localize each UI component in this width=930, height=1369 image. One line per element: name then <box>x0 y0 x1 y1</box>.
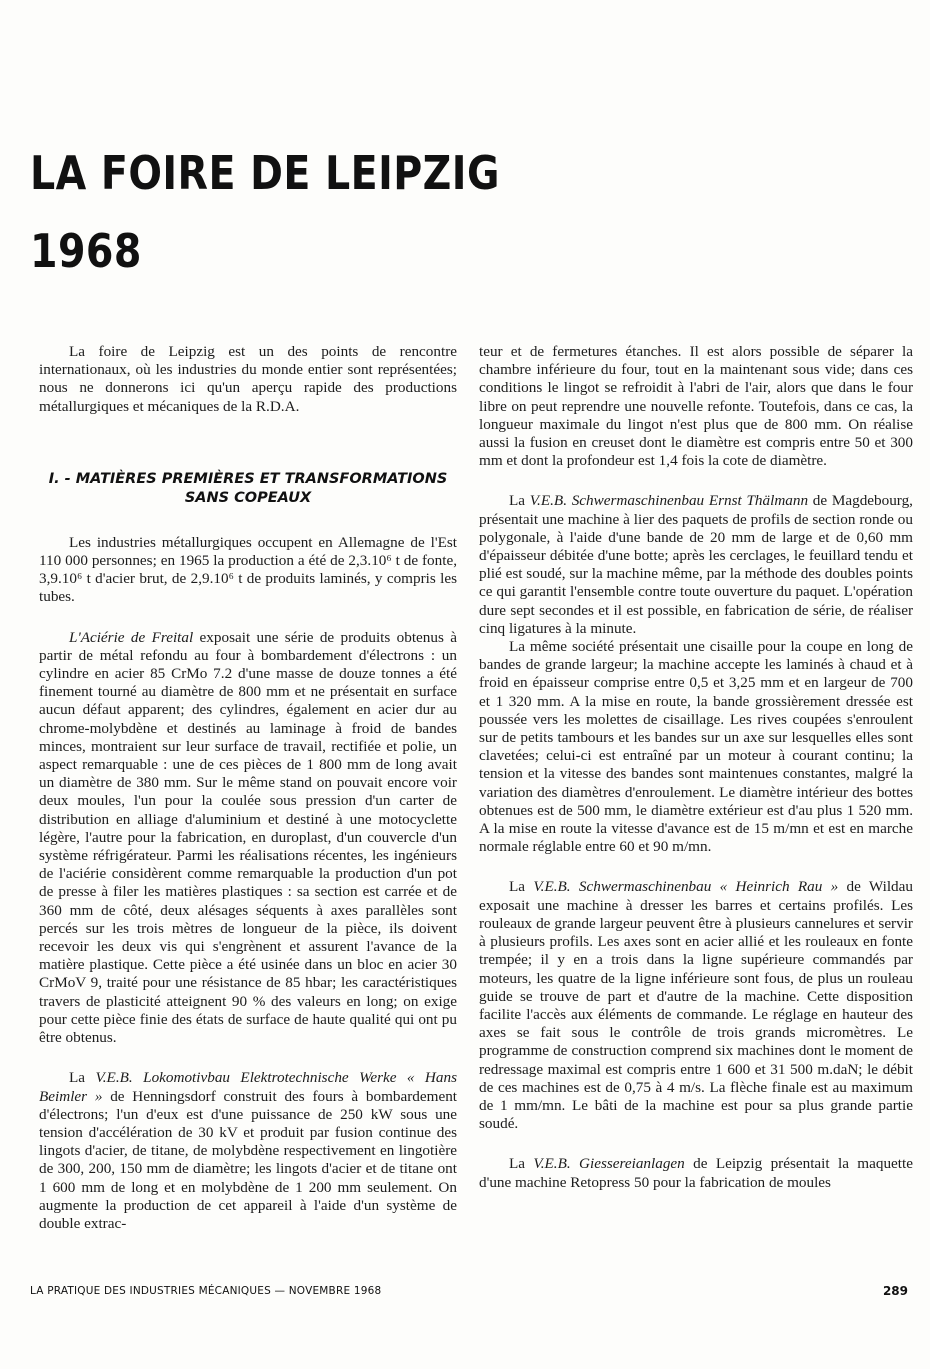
company-name: V.E.B. Lokomotivbau Elektrotechnische Werke « Hans Beimler » <box>39 1069 457 1105</box>
paragraph-lead: La <box>509 1155 534 1173</box>
section-heading <box>39 470 457 508</box>
section-heading-line1: I. - MATIÈRES PREMIÈRES ET TRANSFORMATIONS <box>48 470 448 487</box>
paragraph-lead: La <box>69 1069 96 1087</box>
section-heading-line2: SANS COPEAUX <box>184 489 312 506</box>
paragraph-freital <box>39 629 457 1048</box>
paragraph-production: Les industries métallurgiques occupent en Allemagne de l'Est 110 000 personnes; en 1965 la production a été de 2,3.10⁶ t de fonte, 3,9.10⁶ t d'acier brut, de 2,9.10⁶ t de produits laminés, y compris les tubes. <box>39 533 457 606</box>
paragraph-heinrich-rau <box>479 878 913 1133</box>
article-title: LA FOIRE DE LEIPZIG <box>30 146 500 200</box>
paragraph-lead: La <box>509 492 530 510</box>
paragraph-text: exposait une série de produits obtenus à partir de métal refondu au four à bombardement d'électrons : un cylindre en acier 85 CrMo 7.2 d'une masse de douze tonnes a été finement tourné au diamètre de 800 mm et ne présentait en surface aucun défaut apparent; des cylindres, également en acier dur au chrome-molybdène et destinés au laminage à froid de bandes minces, montraient sur leur surface de travail, rectifiée et polie, un aspect remarquable : une de ces pièces de 1 800 mm de long avait un diamètre de 380 mm. Sur le même stand on pouvait encore voir deux moules, l'un pour la coulée sous pression d'un carter de distribution en alliage d'aluminium et destiné à une motocyclette légère, l'autre pour la fabrication, en duroplast, d'un couvercle d'un système réfrigérateur. Parmi les réalisations récentes, les ingénieurs de l'aciérie considèrent comme remarquable la production d'un pot de presse à filer les matières plastiques : sa section est carrée et de 360 mm de côté, deux alésages séquents à axes parallèles sont percés sur les trois mètres de longueur de la pièce, ils doivent recevoir les deux vis qui s'engrènent et assurent l'avance de la matière plastique. Cette pièce a été usinée dans un bloc en acier 30 CrMoV 9, traité pour une résistance de 85 hbar; les caractéristiques travers de plasticité atteignent 90 % des valeurs en long; on exige pour cette pièce finie des états de surface de haute qualité qui ont pu être obtenus. <box>39 628 457 1047</box>
paragraph-text: de Magdebourg, présentait une machine à lier des paquets de profils de section ronde ou polygonale, à l'aide d'une bande de 20 mm de large et de 0,60 mm d'épaisseur débitée d'une botte; après les cerclages, le feuillard tendu et plié est soudé, sur la machine même, par la méthode des doubles points ce qui garantit l'ensemble contre toute ouverture du paquet. L'opération dure sept secondes et il est possible, en fabrication de série, de réaliser cinq ligatures à la minute. <box>479 492 913 637</box>
paragraph-thalmann <box>479 492 913 638</box>
page-number: 289 <box>882 1284 908 1298</box>
paragraph-henningsdorf <box>39 1069 457 1233</box>
right-column <box>479 343 913 1192</box>
paragraph-cisaille: La même société présentait une cisaille pour la coupe en long de bandes de grande largeur; la machine accepte les laminés à chaud et à froid en épaisseur comprise entre 0,5 et 3,25 mm et en largeur de 700 et 1 320 mm. A la mise en route, la bande grossièrement dressée est poussée vers les molettes de cisaillage. Les rives coupées s'enroulent sur de petits tambours et les bandes sur un axe sur lesquelles elles sont clavetées; celui-ci est entraîné par un moteur à courant continu; la tension et la vitesse des bandes sont maintenues constantes, malgré la variation des diamètres d'enroulement. Le diamètre intérieur des bottes obtenues est de 500 mm, le diamètre extérieur est d'au plus 1 520 mm. A la mise en route la vitesse d'avance est de 15 m/mn et est en marche normale réglable entre 60 et 90 m/mn. <box>479 638 913 856</box>
intro-paragraph: La foire de Leipzig est un des points de rencontre internationaux, où les industries du monde entier sont représentées; nous ne donnerons ici qu'un aperçu rapide des productions métallurgiques et mécaniques de la R.D.A. <box>39 343 457 415</box>
company-name: V.E.B. Schwermaschinenbau « Heinrich Rau » <box>533 878 839 896</box>
company-name: L'Aciérie de Freital <box>69 628 194 646</box>
company-name: V.E.B. Schwermaschinenbau Ernst Thälmann <box>529 492 809 510</box>
paragraph-giessereianlagen <box>479 1155 913 1191</box>
left-column <box>39 343 457 1233</box>
paragraph-text: de Henningsdorf construit des fours à bombardement d'électrons; l'un d'eux est d'une puissance de 250 kW sous une tension d'accélération de 30 kV et produit par fusion continue des lingots d'acier, de titane, de molybdène respectivement en lingotière de 300, 200, 150 mm de diamètre; les lingots d'acier et de titane ont 1 600 mm de long et en molybdène de 1 200 mm seulement. On augmente la production de cet appareil à l'aide d'un système de double extrac- <box>39 1087 458 1232</box>
article-title-year: 1968 <box>30 224 142 278</box>
journal-footer: LA PRATIQUE DES INDUSTRIES MÉCANIQUES — NOVEMBRE 1968 <box>30 1285 382 1297</box>
paragraph-lead: La <box>509 878 534 896</box>
paragraph-text: de Wildau exposait une machine à dresser les barres et certains profilés. Les rouleaux de grande largeur peuvent être à plusieurs cannelures et servir à plusieurs profils. Les axes sont en acier allié et les rouleaux en fonte trempée; il y en a trois dans la ligne supérieure commandés par moteurs, les quatre de la ligne inférieure sont fous, de plus un rouleau guide se trouve de part et d'autre de la machine. Cette disposition facilite l'accès aux éléments de commande. Le réglage en hauteur des axes se fait sous le contrôle de trois grands micromètres. Le programme de construction comprend six machines dont le moment de redressage maximal est compris entre 1 600 et 31 500 m.daN; le débit de ces machines est de 0,75 à 4 m/s. La flèche finale est au maximum de 1 mm/mn. Le bâti de la machine est pour sa plus grande partie soudé. <box>479 878 913 1133</box>
paragraph-text: de Leipzig présentait la maquette d'une machine Retopress 50 pour la fabrication de moules <box>479 1155 913 1191</box>
company-name: V.E.B. Giessereianlagen <box>533 1155 685 1173</box>
paragraph-continuation: teur et de fermetures étanches. Il est alors possible de séparer la chambre inférieure du four, tout en la maintenant sous vide; dans ces conditions le lingot se refroidit à l'abri de l'air, alors que dans le four libre on peut reprendre une nouvelle refonte. Toutefois, dans ce cas, la longueur maximale du lingot n'est plus que de 800 mm. On réalise aussi la fusion en creuset dont le diamètre est compris entre 50 et 300 mm et dont la profondeur est 1,4 fois la cote de diamètre. <box>479 343 913 470</box>
